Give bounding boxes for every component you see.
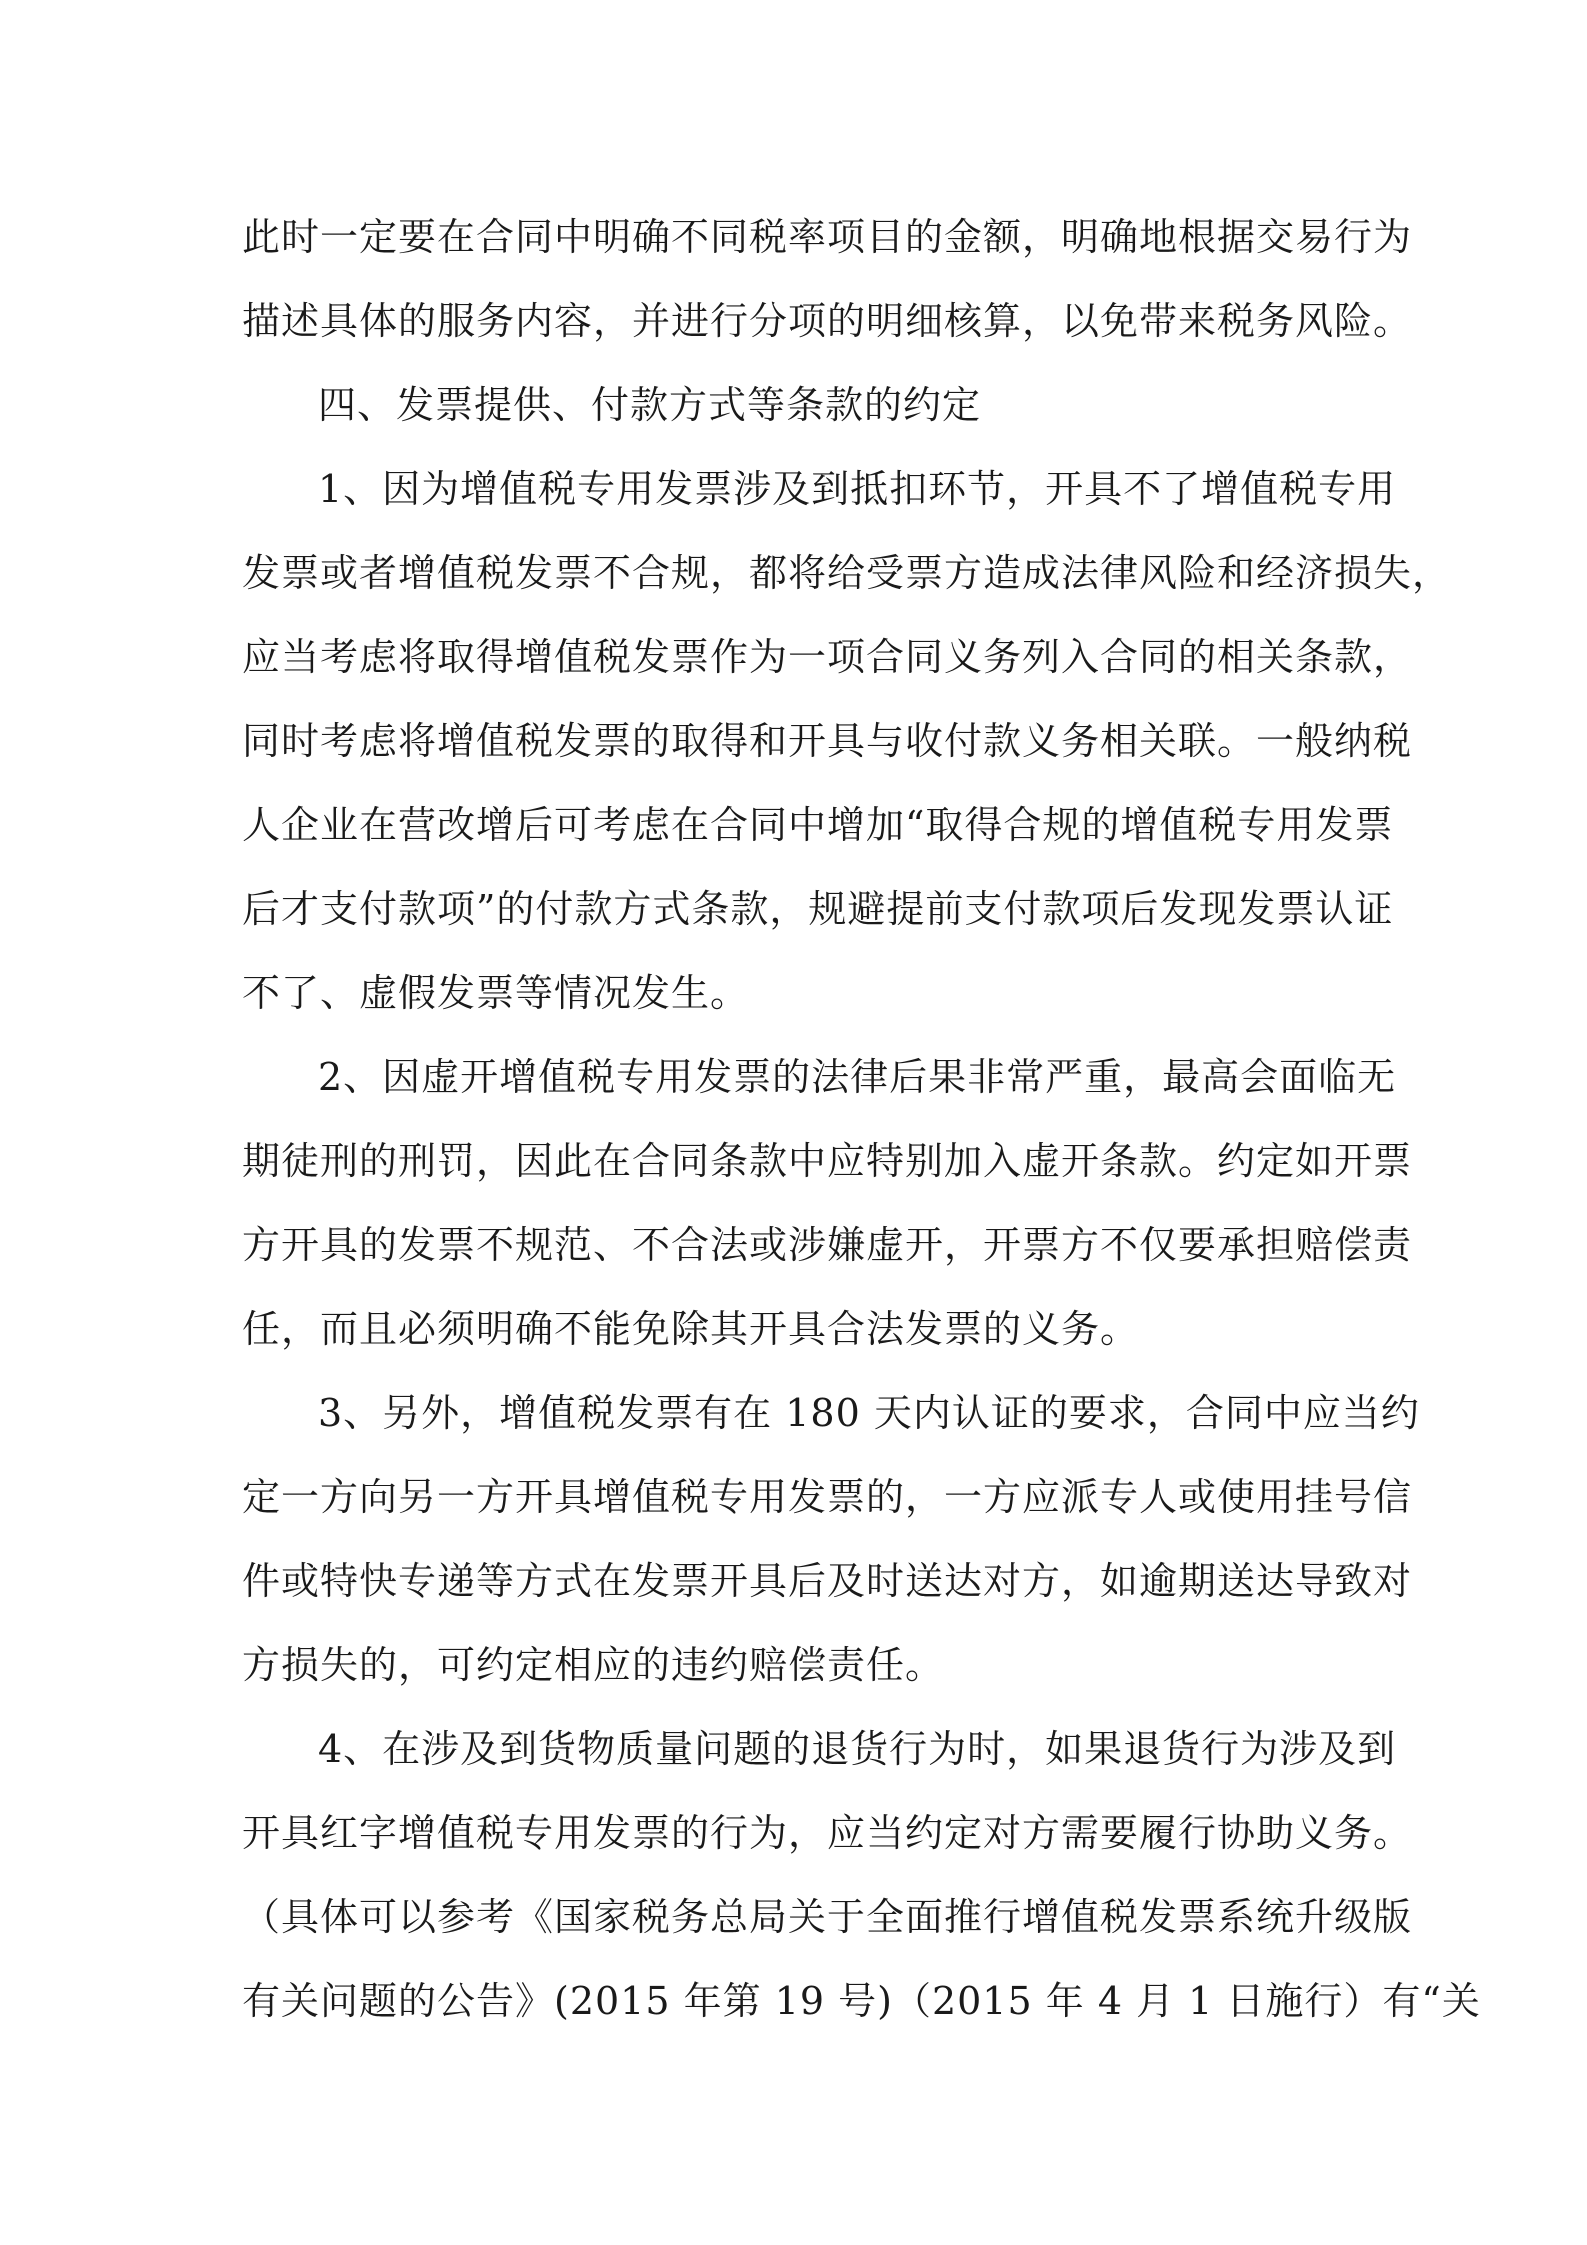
text-line: 有关问题的公告》(2015 年第 19 号)（2015 年 4 月 1 日施行）有“关 <box>242 1979 1481 2023</box>
text-line: 任，而且必须明确不能免除其开具合法发票的义务。 <box>242 1307 1140 1351</box>
text-line: 件或特快专递等方式在发票开具后及时送达对方，如逾期送达导致对 <box>242 1559 1413 1603</box>
text-line: 方损失的，可约定相应的违约赔偿责任。 <box>242 1643 945 1687</box>
text-line: 发票或者增值税发票不合规，都将给受票方造成法律风险和经济损失， <box>242 551 1452 595</box>
text-line: 期徒刑的刑罚，因此在合同条款中应特别加入虚开条款。约定如开票 <box>242 1139 1413 1183</box>
paragraph-start: 1、因为增值税专用发票涉及到抵扣环节，开具不了增值税专用 <box>318 467 1397 511</box>
paragraph-start: 3、另外，增值税发票有在 180 天内认证的要求，合同中应当约 <box>318 1391 1420 1435</box>
paragraph-start: 2、因虚开增值税专用发票的法律后果非常严重，最高会面临无 <box>318 1055 1397 1099</box>
text-line: 后才支付款项”的付款方式条款，规避提前支付款项后发现发票认证 <box>242 887 1394 931</box>
text-line: 人企业在营改增后可考虑在合同中增加“取得合规的增值税专用发票 <box>242 803 1394 847</box>
text-line: 不了、虚假发票等情况发生。 <box>242 971 750 1015</box>
text-line: 开具红字增值税专用发票的行为，应当约定对方需要履行协助义务。 <box>242 1811 1413 1855</box>
text-line: （具体可以参考《国家税务总局关于全面推行增值税发票系统升级版 <box>242 1895 1413 1939</box>
document-body <box>242 195 1481 2043</box>
text-line: 此时一定要在合同中明确不同税率项目的金额，明确地根据交易行为 <box>242 215 1413 259</box>
text-line: 描述具体的服务内容，并进行分项的明细核算，以免带来税务风险。 <box>242 299 1413 343</box>
text-line: 定一方向另一方开具增值税专用发票的，一方应派专人或使用挂号信 <box>242 1475 1413 1519</box>
text-line: 应当考虑将取得增值税发票作为一项合同义务列入合同的相关条款， <box>242 635 1413 679</box>
text-line: 方开具的发票不规范、不合法或涉嫌虚开，开票方不仅要承担赔偿责 <box>242 1223 1413 1267</box>
paragraph-start: 4、在涉及到货物质量问题的退货行为时，如果退货行为涉及到 <box>318 1727 1397 1771</box>
section-heading: 四、发票提供、付款方式等条款的约定 <box>318 383 982 427</box>
text-line: 同时考虑将增值税发票的取得和开具与收付款义务相关联。一般纳税 <box>242 719 1413 763</box>
